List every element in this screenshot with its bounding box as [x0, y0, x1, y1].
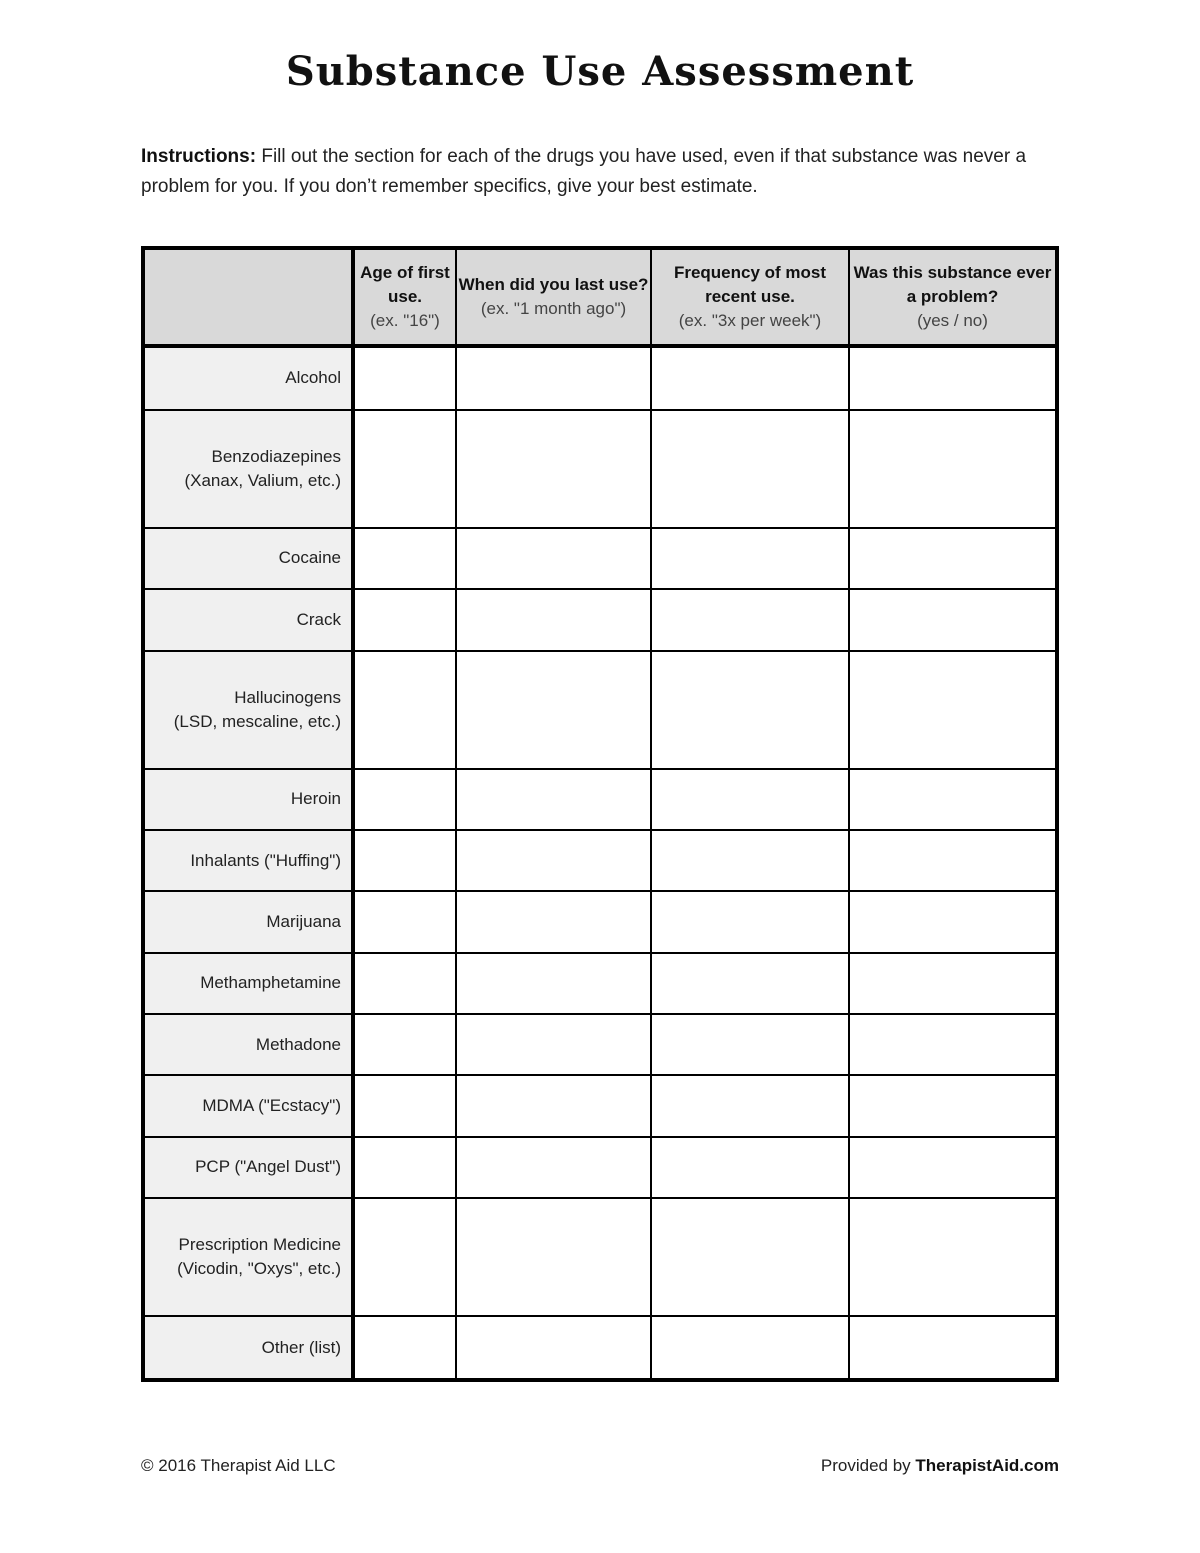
substance-label-cell: [143, 953, 353, 1014]
header-ever-problem: [849, 248, 1057, 346]
table-row: [143, 1137, 1057, 1198]
substance-label-cell: [143, 410, 353, 528]
response-cell[interactable]: [456, 1075, 651, 1136]
footer-provided-by: [821, 1456, 1059, 1476]
substance-name: Other (list): [261, 1337, 341, 1357]
response-cell[interactable]: [353, 1198, 456, 1316]
response-cell[interactable]: [651, 410, 849, 528]
assessment-table: [141, 246, 1059, 1382]
response-cell[interactable]: [456, 1316, 651, 1380]
table-row: [143, 346, 1057, 410]
response-cell[interactable]: [849, 651, 1057, 769]
substance-label-cell: [143, 346, 353, 410]
header-example: (ex. "16"): [370, 311, 440, 330]
header-title: Was this substance ever a problem?: [853, 263, 1052, 306]
response-cell[interactable]: [849, 1137, 1057, 1198]
response-cell[interactable]: [849, 1075, 1057, 1136]
response-cell[interactable]: [651, 1014, 849, 1075]
substance-label-cell: [143, 891, 353, 952]
substance-examples: (Vicodin, "Oxys", etc.): [177, 1259, 341, 1279]
response-cell[interactable]: [651, 891, 849, 952]
substance-name: Alcohol: [285, 368, 341, 388]
response-cell[interactable]: [456, 528, 651, 589]
response-cell[interactable]: [353, 346, 456, 410]
response-cell[interactable]: [651, 953, 849, 1014]
response-cell[interactable]: [456, 953, 651, 1014]
response-cell[interactable]: [456, 891, 651, 952]
response-cell[interactable]: [651, 1137, 849, 1198]
table-body: [143, 346, 1057, 1380]
header-frequency: [651, 248, 849, 346]
response-cell[interactable]: [353, 1014, 456, 1075]
instructions: [141, 142, 1071, 202]
provided-by-text: Provided by: [820, 1456, 916, 1475]
response-cell[interactable]: [651, 589, 849, 650]
table-header-row: [143, 248, 1057, 346]
response-cell[interactable]: [353, 1137, 456, 1198]
substance-name: PCP ("Angel Dust"): [195, 1157, 341, 1177]
substance-name: Prescription Medicine: [178, 1235, 341, 1255]
header-corner-cell: [143, 248, 353, 346]
header-title: Frequency of most recent use.: [673, 263, 827, 306]
response-cell[interactable]: [651, 1316, 849, 1380]
instructions-label: Instructions:: [141, 146, 257, 167]
response-cell[interactable]: [353, 589, 456, 650]
header-last-use: [456, 248, 651, 346]
response-cell[interactable]: [456, 1137, 651, 1198]
response-cell[interactable]: [849, 528, 1057, 589]
table-row: [143, 528, 1057, 589]
response-cell[interactable]: [651, 1075, 849, 1136]
substance-name: Heroin: [290, 789, 341, 809]
response-cell[interactable]: [849, 1316, 1057, 1380]
table-row: [143, 830, 1057, 891]
header-example: (ex. "3x per week"): [678, 311, 822, 330]
substance-label-cell: [143, 1198, 353, 1316]
response-cell[interactable]: [849, 891, 1057, 952]
header-age-first-use: [353, 248, 456, 346]
substance-label-cell: [143, 651, 353, 769]
substance-label-cell: [143, 528, 353, 589]
substance-label-cell: [143, 830, 353, 891]
response-cell[interactable]: [353, 1075, 456, 1136]
table-row: [143, 769, 1057, 830]
table-row: [143, 1075, 1057, 1136]
substance-name: Marijuana: [266, 911, 341, 931]
substance-label-cell: [143, 1075, 353, 1136]
substance-name: Hallucinogens: [234, 687, 341, 707]
substance-label-cell: [143, 1014, 353, 1075]
response-cell[interactable]: [651, 346, 849, 410]
response-cell[interactable]: [651, 769, 849, 830]
response-cell[interactable]: [456, 651, 651, 769]
substance-name: Benzodiazepines: [211, 446, 341, 466]
substance-name: Inhalants ("Huffing"): [190, 850, 341, 870]
response-cell[interactable]: [651, 1198, 849, 1316]
table-row: [143, 953, 1057, 1014]
response-cell[interactable]: [353, 953, 456, 1014]
table-row: [143, 410, 1057, 528]
response-cell[interactable]: [353, 891, 456, 952]
substance-examples: (Xanax, Valium, etc.): [184, 470, 341, 490]
response-cell[interactable]: [456, 830, 651, 891]
response-cell[interactable]: [353, 769, 456, 830]
substance-label-cell: [143, 769, 353, 830]
substance-name: Cocaine: [278, 548, 341, 568]
response-cell[interactable]: [849, 830, 1057, 891]
response-cell[interactable]: [353, 830, 456, 891]
response-cell[interactable]: [456, 1198, 651, 1316]
table-row: [143, 1316, 1057, 1380]
header-example: (yes / no): [917, 311, 988, 330]
substance-label-cell: [143, 1316, 353, 1380]
substance-label-cell: [143, 589, 353, 650]
response-cell[interactable]: [651, 830, 849, 891]
table-row: [143, 891, 1057, 952]
brand-link[interactable]: TherapistAid.com: [915, 1456, 1059, 1475]
response-cell[interactable]: [353, 651, 456, 769]
substance-name: MDMA ("Ecstacy"): [202, 1096, 341, 1116]
substance-examples: (LSD, mescaline, etc.): [173, 711, 341, 731]
page-title: Substance Use Assessment: [285, 48, 915, 95]
header-example: (ex. "1 month ago"): [480, 299, 627, 318]
response-cell[interactable]: [456, 769, 651, 830]
response-cell[interactable]: [353, 410, 456, 528]
response-cell[interactable]: [849, 1198, 1057, 1316]
response-cell[interactable]: [353, 528, 456, 589]
footer-copyright: © 2016 Therapist Aid LLC: [141, 1456, 336, 1475]
substance-name: Crack: [296, 609, 341, 629]
response-cell[interactable]: [456, 346, 651, 410]
table-row: [143, 1198, 1057, 1316]
response-cell[interactable]: [849, 589, 1057, 650]
response-cell[interactable]: [849, 953, 1057, 1014]
response-cell[interactable]: [849, 769, 1057, 830]
substance-label-cell: [143, 1137, 353, 1198]
substance-name: Methamphetamine: [200, 973, 341, 993]
response-cell[interactable]: [651, 528, 849, 589]
response-cell[interactable]: [456, 589, 651, 650]
header-title: When did you last use?: [458, 275, 649, 294]
response-cell[interactable]: [849, 346, 1057, 410]
substance-name: Methadone: [255, 1034, 341, 1054]
table-row: [143, 589, 1057, 650]
table-row: [143, 651, 1057, 769]
table-row: [143, 1014, 1057, 1075]
response-cell[interactable]: [353, 1316, 456, 1380]
response-cell[interactable]: [849, 410, 1057, 528]
response-cell[interactable]: [651, 651, 849, 769]
response-cell[interactable]: [456, 1014, 651, 1075]
response-cell[interactable]: [456, 410, 651, 528]
response-cell[interactable]: [849, 1014, 1057, 1075]
header-title: Age of first use.: [360, 263, 450, 306]
assessment-table-container: [141, 246, 1059, 1382]
instructions-text: Fill out the section for each of the drugs you have used, even if that substance was never a problem for you. If you don’t remember specifics, give your best estimate.: [141, 146, 1027, 197]
